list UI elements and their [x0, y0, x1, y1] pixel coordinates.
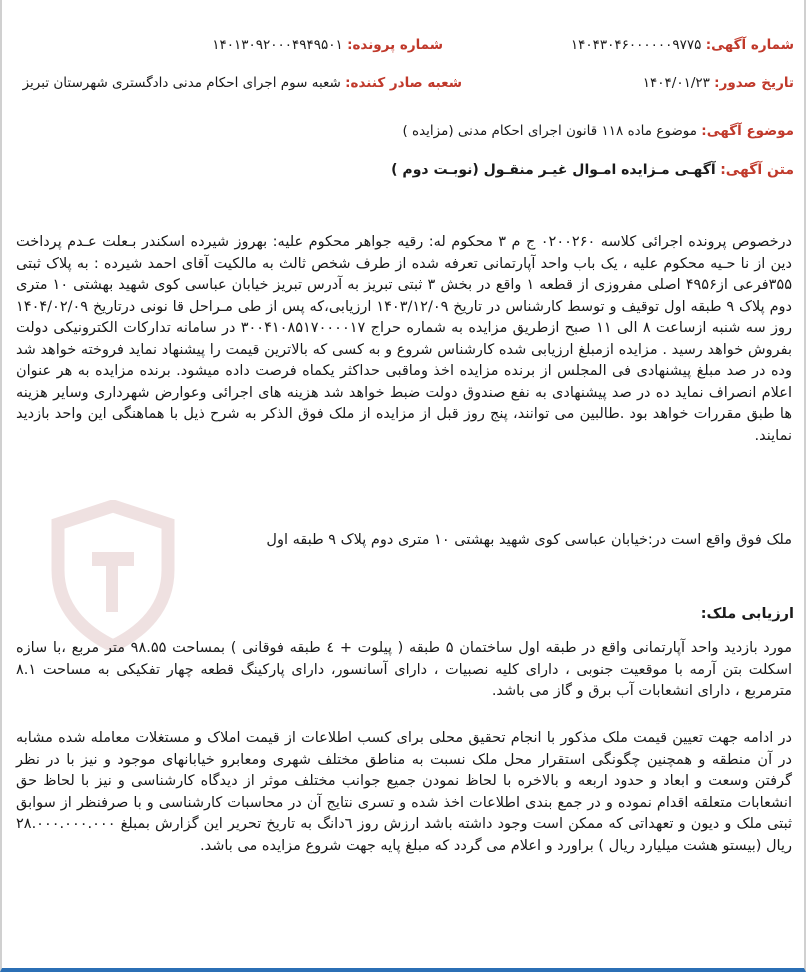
- issuer-value: شعبه سوم اجرای احکام مدنی دادگستری شهرستان تبریز: [22, 75, 341, 91]
- property-description: [16, 638, 792, 703]
- valuation-heading: [16, 604, 794, 626]
- subject-value: موضوع ماده ۱۱۸ قانون اجرای احکام مدنی (مزایده ): [402, 123, 697, 139]
- issuer-field: [23, 75, 462, 91]
- ad-number-value: ۱۴۰۴۳۰۴۶۰۰۰۰۰۰۹۷۷۵: [570, 37, 702, 53]
- property-location: [16, 530, 792, 552]
- ad-text-label: متن آگهی:: [720, 162, 794, 178]
- subject-field: [402, 123, 794, 139]
- case-number-field: [212, 37, 443, 53]
- ad-text-title: آگهـی مـزایده امـوال غیـر منقـول (نوبـت دوم ): [391, 162, 716, 178]
- issuer-label: شعبه صادر کننده:: [345, 75, 462, 91]
- location-text: ملک فوق واقع است در:خیابان عباسی کوی شهید بهشتی ۱۰ متری دوم پلاک ۹ طبقه اول: [266, 532, 792, 548]
- valuation-heading-text: ارزیابی ملک:: [700, 606, 794, 622]
- paragraph-property-description: مورد بازدید واحد آپارتمانی واقع در طبقه اول ساختمان ۵ طبقه ( پیلوت + ٤ طبقه فوقانی ) بمساحت ۹۸.۵۵ متر مربع ،با سازه اسکلت بتن آرمه با موقعیت جنوبی ، دارای کلیه نصبیات ، دارای آسانسور، دارای پارکینگ قطعه چهار تفکیکی به مساحت ۸.۱ مترمربع ، دارای انشعابات آب برق و گاز می باشد.: [16, 640, 792, 699]
- subject-label: موضوع آگهی:: [701, 123, 794, 139]
- issue-date-field: [643, 75, 794, 91]
- valuation-paragraph: [16, 728, 792, 857]
- issue-date-value: ۱۴۰۴/۰۱/۲۳: [642, 75, 710, 91]
- ad-number-field: [571, 37, 794, 53]
- paragraph-case-details: درخصوص پرونده اجرائی کلاسه ۰۲۰۰۲۶۰ ج م ۳ محکوم له: رقیه جواهر محکوم علیه: بهروز شیرده اسکندر بـعلت عـدم پرداخت دین از نا حـیه محکوم علیه ، یک باب واحد آپارتمانی تعرفه شده از طرف شخص ثالث به مالکیت آقای احمد شیرده : به پلاک ثبتی ۳۵۵فرعی از۴۹۵۶ اصلی مفروزی از قطعه ۱ واقع در بخش ۳ ثبتی تبریز به آدرس تبریز خیابان عباسی کوی شهید بهشتی ۱۰ متری دوم پلاک ۹ طبقه اول توقیف و توسط کارشناس در تاریخ ۱۴۰۳/۱۲/۰۹ ارزیابی،که پس از طی مـراحل قا نونی درتاریخ ۱۴۰۴/۰۲/۰۹ روز سه شنبه ازساعت ۸ الی ۱۱ صبح ازطریق مزایده به شماره حراج ۳۰۰۴۱۰۸۵۱۷۰۰۰۰۱۷ در سامانه تدارکات الکترونیکی دولت بفروش خواهد رسید . مزایده ازمبلغ ارزیابی شده کارشناس شروع و به کسی که بالاترین قیمت را پیشنهاد نماید فروخته خواهد شد وده در صد مبلغ پیشنهادی فی المجلس از برنده مزایده اخذ وماقبی حداکثر یکماه فرصت داده میشود. برنده مزایده به هر عنوان اعلام انصراف نماید ده در صد پیشنهادی به نفع صندوق دولت ضبط خواهد شد هزینه های اجرائی وعوارض شهرداری وسایر هزینه ها طبق مقررات خواهد بود .طالبین می توانند، پنج روز قبل از مزایده از ملک فوق الذکر به شرح ذیل با هماهنگی این واحد بازدید نمایند.: [16, 234, 793, 444]
- case-number-value: ۱۴۰۱۳۰۹۲۰۰۰۴۹۴۹۵۰۱: [212, 37, 343, 53]
- paragraph-valuation: در ادامه جهت تعیین قیمت ملک مذکور با انجام تحقیق محلی برای کسب اطلاعات از قیمت املاک و مستغلات معامله شده مشابه در آن منطقه و همچنین چگونگی استقرار محل ملک نسبت به مناطق مختلف شهری ومعابرو خیابانهای موجود و نیز با در نظر گرفتن وسعت و ابعاد و حدود اربعه و بالاخره با لحاظ نمودن جمیع جوانب مختلف موثر از دیدگاه کارشناسی و نیز با لحاظ حق انشعابات متعلقه اقدام نموده و در جمع بندی اطلاعات اخذ شده و تسری نتایج آن در محاسبات کارشناسی و با صرفنظر از سوابق ثبتی ملک و دیون و تعهداتی که ممکن است وجود داشته باشد ارزش روز ٦دانگ به تاریخ تحریر این گزارش بمبلغ ۲۸.۰۰۰.۰۰۰.۰۰۰ ریال (بیستو هشت میلیارد ریال ) براورد و اعلام می گردد که مبلغ پایه جهت شروع مزایده می باشد.: [16, 730, 792, 854]
- auction-details-paragraph: [16, 232, 792, 447]
- ad-text-title-field: [391, 162, 794, 178]
- issue-date-label: تاریخ صدور:: [714, 75, 794, 91]
- case-number-label: شماره پرونده:: [347, 37, 443, 53]
- ad-number-label: شماره آگهی:: [705, 37, 794, 53]
